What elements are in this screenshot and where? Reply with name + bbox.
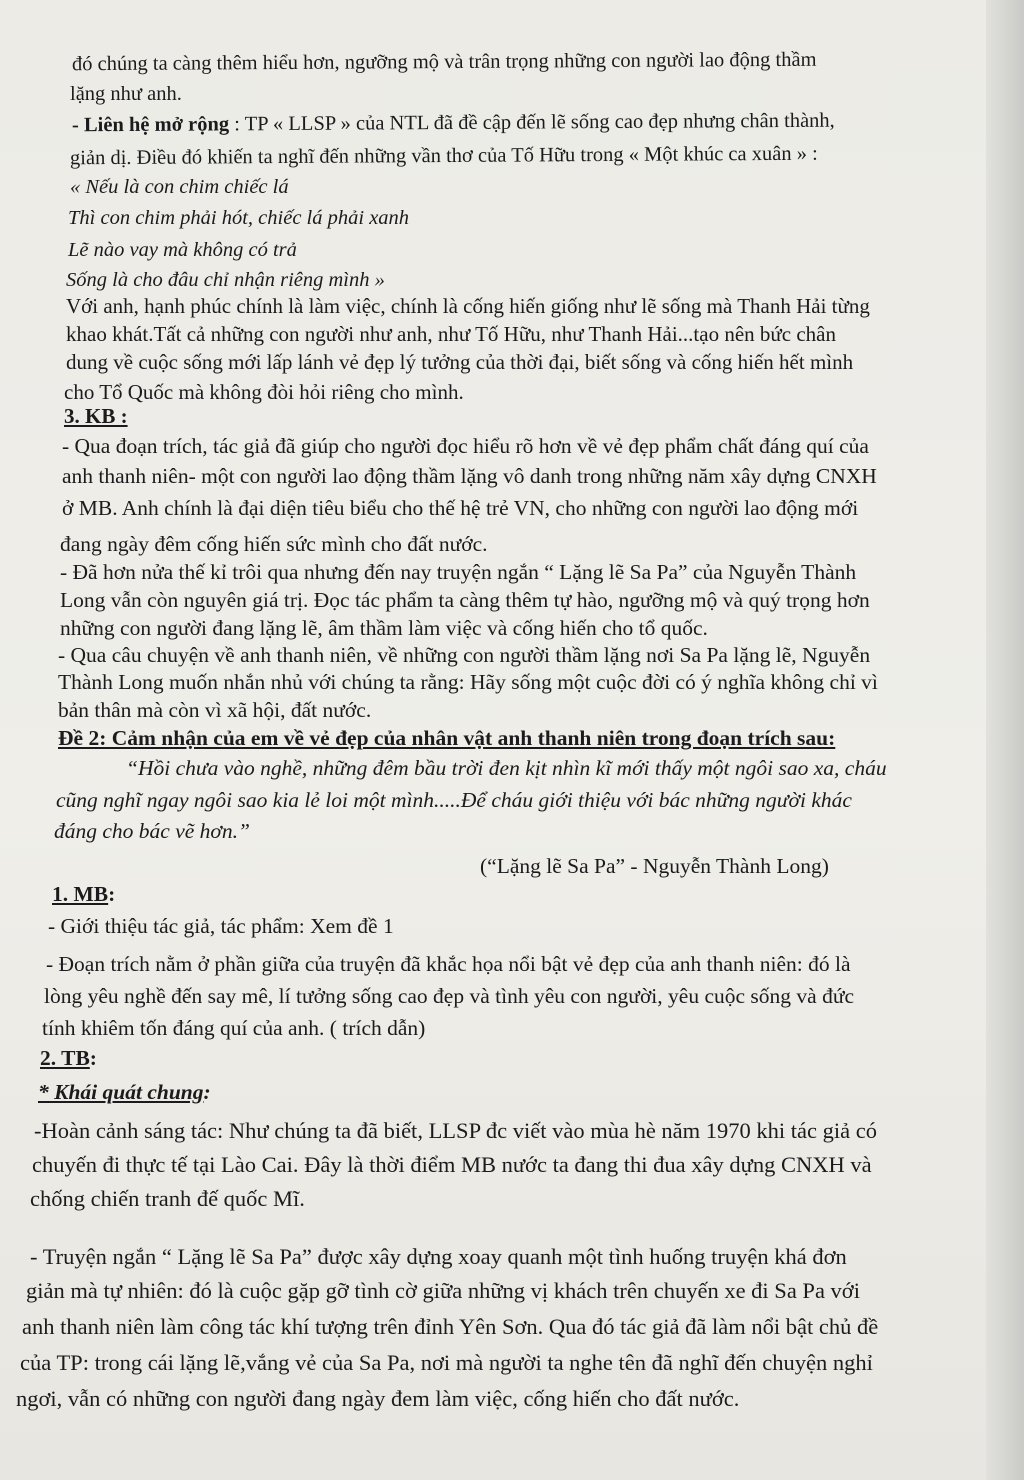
heading-lien-he: - Liên hệ mở rộng bbox=[71, 113, 230, 137]
text-line: chuyến đi thực tế tại Lào Cai. Đây là thời điểm MB nước ta đang thi đua xây dựng CNXH và bbox=[32, 1152, 872, 1177]
poem-line: Sống là cho đâu chỉ nhận riêng mình » bbox=[66, 269, 385, 291]
text-line: tính khiêm tốn đáng quí của anh. ( trích dẫn) bbox=[42, 1016, 426, 1040]
section-heading-tb bbox=[40, 1048, 97, 1070]
text-line: khao khát.Tất cả những con người như anh, như Tố Hữu, như Thanh Hải...tạo nên bức chân bbox=[66, 322, 836, 346]
quote-line: cũng nghĩ ngay ngôi sao kia lẻ loi một mình.....Để cháu giới thiệu với bác những người khác bbox=[56, 788, 852, 812]
poem-line: « Nếu là con chim chiếc lá bbox=[70, 176, 289, 198]
heading-text: 2. TB bbox=[40, 1046, 90, 1070]
text-line bbox=[72, 111, 835, 136]
section-heading-kb: 3. KB : bbox=[64, 404, 128, 428]
heading-colon: : bbox=[108, 882, 116, 906]
text-line: - Qua đoạn trích, tác giả đã giúp cho người đọc hiểu rõ hơn về vẻ đẹp phẩm chất đáng quí của bbox=[62, 434, 869, 458]
quote-line: đáng cho bác vẽ hơn.” bbox=[54, 819, 250, 843]
text-line: Thành Long muốn nhắn nhủ với chúng ta rằng: Hãy sống một cuộc đời có ý nghĩa không chỉ vì bbox=[58, 670, 878, 694]
subheading-khai-quat bbox=[38, 1082, 211, 1104]
poem-line: Thì con chim phải hót, chiếc lá phải xanh bbox=[68, 207, 410, 229]
text-line: ngơi, vẫn có những con người đang ngày đem làm việc, cống hiến cho đất nước. bbox=[16, 1386, 740, 1411]
section-heading-mb bbox=[52, 884, 115, 906]
text-line: Long vẫn còn nguyên giá trị. Đọc tác phẩm ta càng thêm tự hào, ngưỡng mộ và quý trọng hơn bbox=[60, 588, 870, 612]
quote-source: (“Lặng lẽ Sa Pa” - Nguyễn Thành Long) bbox=[480, 854, 829, 878]
text-line: - Đoạn trích nằm ở phần giữa của truyện đã khắc họa nổi bật vẻ đẹp của anh thanh niên: đó là bbox=[46, 952, 851, 976]
text-line: những con người đang lặng lẽ, âm thầm làm việc và cống hiến cho tổ quốc. bbox=[60, 616, 708, 640]
text-span: : TP « LLSP » của NTL đã đề cập đến lẽ sống cao đẹp nhưng chân thành, bbox=[229, 109, 835, 136]
text-line: đó chúng ta càng thêm hiểu hơn, ngưỡng mộ và trân trọng những con người lao động thầm bbox=[71, 48, 817, 76]
text-line: - Đã hơn nửa thế kỉ trôi qua nhưng đến nay truyện ngắn “ Lặng lẽ Sa Pa” của Nguyễn Thành bbox=[60, 560, 857, 584]
text-line: chống chiến tranh đế quốc Mĩ. bbox=[30, 1186, 305, 1211]
text-line: - Giới thiệu tác giả, tác phẩm: Xem đề 1 bbox=[48, 914, 394, 938]
text-line: anh thanh niên- một con người lao động thầm lặng vô danh trong những năm xây dựng CNXH bbox=[62, 464, 877, 488]
text-line: lòng yêu nghề đến say mê, lí tưởng sống cao đẹp và tình yêu con người, yêu cuộc sống và đức bbox=[44, 984, 855, 1008]
text-line: -Hoàn cảnh sáng tác: Như chúng ta đã biết, LLSP đc viết vào mùa hè năm 1970 khi tác giả có bbox=[34, 1118, 877, 1143]
page-edge-shadow bbox=[986, 0, 1024, 1480]
text-line: - Truyện ngắn “ Lặng lẽ Sa Pa” được xây dựng xoay quanh một tình huống truyện khá đơn bbox=[30, 1244, 847, 1269]
poem-line: Lẽ nào vay mà không có trả bbox=[68, 239, 297, 261]
heading-colon: : bbox=[89, 1046, 97, 1070]
text-line: của TP: trong cái lặng lẽ,vắng vẻ của Sa Pa, nơi mà người ta nghe tên đã nghĩ đến chuyện nghỉ bbox=[20, 1350, 873, 1375]
heading-text: * Khái quát chung bbox=[38, 1080, 204, 1104]
de-2-heading: Đề 2: Cảm nhận của em về vẻ đẹp của nhân vật anh thanh niên trong đoạn trích sau: bbox=[58, 726, 836, 750]
text-line: đang ngày đêm cống hiến sức mình cho đất nước. bbox=[60, 532, 488, 556]
text-line: giản dị. Điều đó khiến ta nghĩ đến những vần thơ của Tố Hữu trong « Một khúc ca xuân » : bbox=[69, 142, 818, 170]
text-line: cho Tổ Quốc mà không đòi hỏi riêng cho mình. bbox=[64, 380, 464, 404]
text-line: giản mà tự nhiên: đó là cuộc gặp gỡ tình cờ giữa những vị khách trên chuyến xe đi Sa Pa với bbox=[26, 1278, 860, 1303]
quote-line: “Hồi chưa vào nghề, những đêm bầu trời đen kịt nhìn kĩ mới thấy một ngôi sao xa, cháu bbox=[126, 756, 887, 780]
text-line: Với anh, hạnh phúc chính là làm việc, chính là cống hiến giống như lẽ sống mà Thanh Hải từng bbox=[66, 294, 870, 318]
heading-text: 1. MB bbox=[52, 882, 109, 906]
text-line: dung về cuộc sống mới lấp lánh vẻ đẹp lý tưởng của thời đại, biết sống và cống hiến hết mình bbox=[66, 350, 854, 374]
text-line: ở MB. Anh chính là đại diện tiêu biểu cho thế hệ trẻ VN, cho những con người lao động mới bbox=[62, 496, 859, 520]
text-line: lặng như anh. bbox=[70, 83, 182, 105]
text-line: - Qua câu chuyện về anh thanh niên, về những con người thầm lặng nơi Sa Pa lặng lẽ, Nguyễn bbox=[58, 643, 871, 667]
text-line: bản thân mà còn vì xã hội, đất nước. bbox=[58, 698, 372, 722]
text-line: anh thanh niên làm công tác khí tượng trên đỉnh Yên Sơn. Qua đó tác giả đã làm nổi bật chủ đề bbox=[22, 1314, 879, 1339]
heading-colon: : bbox=[203, 1080, 211, 1104]
